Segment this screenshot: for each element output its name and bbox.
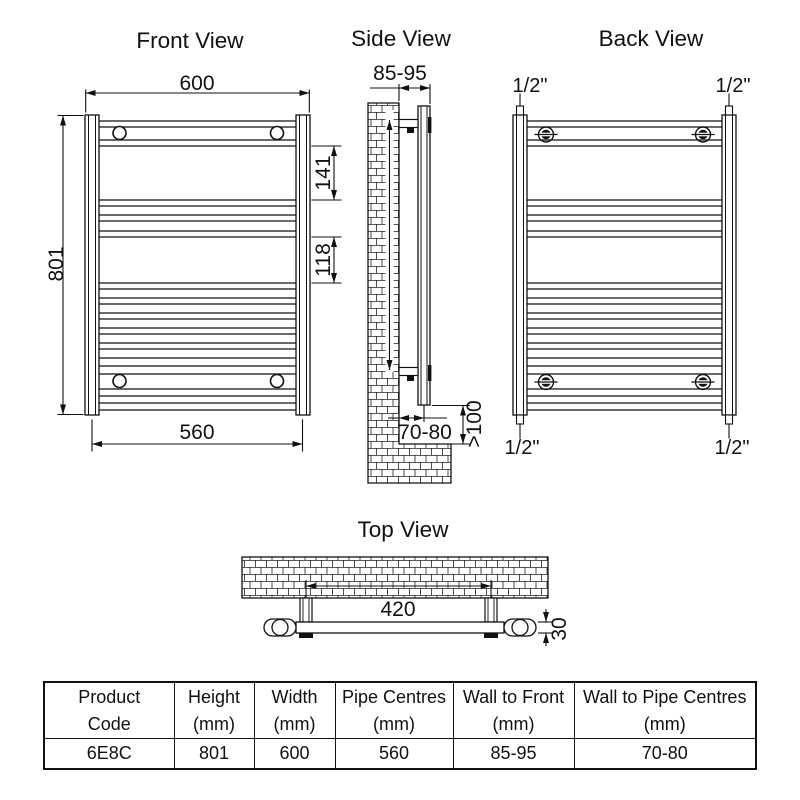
spec-table-value-row: [44, 739, 756, 770]
side-wall-to-pipe-label: 70-80: [398, 421, 452, 444]
connection-label-top-left: 1/2": [512, 75, 548, 97]
top-wall-band: [242, 557, 548, 598]
connection-label-bottom-right: 1/2": [714, 437, 750, 459]
front-dim-width: [86, 72, 310, 112]
front-height-label: 801: [45, 246, 68, 282]
side-wall-to-front-label: 85-95: [373, 62, 427, 85]
top-view-title: Top View: [357, 517, 449, 542]
spec-header-line1: Wall to Pipe Centres: [583, 687, 747, 708]
plug-circle: [271, 127, 284, 140]
back-tube-right: [722, 115, 736, 415]
front-upper-gap-label: 141: [312, 155, 335, 191]
front-pipe-centres-label: 560: [179, 421, 215, 444]
back-connections: [505, 75, 751, 459]
spec-table-header-row: [44, 682, 756, 739]
spec-value-cell: 560: [335, 739, 453, 770]
spec-header-cell: [254, 682, 335, 739]
top-tube-depth-label: 30: [548, 617, 571, 641]
spec-header-line1: Product: [78, 687, 141, 708]
spec-value-cell: 85-95: [453, 739, 574, 770]
back-tube-left: [513, 115, 527, 415]
connection-label-bottom-left: 1/2": [504, 437, 540, 459]
back-rungs: [527, 121, 722, 410]
spec-header-cell: [453, 682, 574, 739]
front-plug-circles: [113, 127, 284, 388]
spec-header-cell: [335, 682, 453, 739]
side-view: [351, 26, 486, 483]
spec-value-cell: 6E8C: [44, 739, 174, 770]
back-view: [505, 26, 751, 459]
side-view-title: Side View: [351, 26, 451, 51]
side-dim-wall-to-front: [370, 62, 430, 104]
spec-header-line2: (mm): [193, 713, 235, 734]
front-dim-118: [312, 237, 341, 283]
spec-header-line2: (mm): [492, 713, 535, 734]
spec-value-cell: 600: [254, 739, 335, 770]
front-middle-gap-label: 118: [312, 243, 335, 277]
bracket-bolt: [535, 375, 557, 390]
front-dim-pipe-centres: [92, 420, 303, 451]
spec-header-line2: (mm): [643, 713, 686, 734]
side-tube: [418, 106, 430, 405]
spec-header-cell: [44, 682, 174, 739]
spec-header-line2: (mm): [273, 713, 316, 734]
front-dim-height: [45, 116, 83, 415]
spec-table: [43, 681, 757, 770]
front-view: [45, 28, 341, 451]
spec-header-line1: Wall to Front: [462, 687, 565, 708]
connection-label-top-right: 1/2": [715, 75, 751, 97]
top-view: [242, 517, 571, 646]
front-width-label: 600: [179, 72, 215, 95]
plug-circle: [271, 375, 284, 388]
side-floor-clearance-label: >100: [463, 400, 486, 448]
front-tube-right: [296, 115, 310, 415]
spec-header-cell: [574, 682, 756, 739]
front-dim-141: [312, 146, 341, 200]
spec-value-cell: 70-80: [574, 739, 756, 770]
spec-header-line1: Width: [271, 687, 318, 708]
back-view-title: Back View: [598, 26, 704, 51]
spec-header-line1: Pipe Centres: [341, 687, 447, 708]
spec-header-line1: Height: [187, 687, 241, 708]
back-bracket-bolts: [535, 127, 714, 390]
spec-header-line2: (mm): [373, 713, 415, 734]
top-dim-tube-depth: [538, 609, 571, 646]
front-view-title: Front View: [136, 28, 244, 53]
plug-circle: [113, 375, 126, 388]
bracket-bolt: [692, 375, 714, 390]
top-dim-bracket-centres: [306, 580, 491, 621]
front-tube-left: [85, 115, 99, 415]
spec-value-cell: 801: [174, 739, 254, 770]
spec-header-cell: [174, 682, 254, 739]
top-bracket-centres-label: 420: [380, 598, 416, 621]
top-rail: [264, 619, 536, 638]
front-rungs: [99, 121, 296, 410]
plug-circle: [113, 127, 126, 140]
spec-header-line2: Code: [87, 713, 131, 734]
